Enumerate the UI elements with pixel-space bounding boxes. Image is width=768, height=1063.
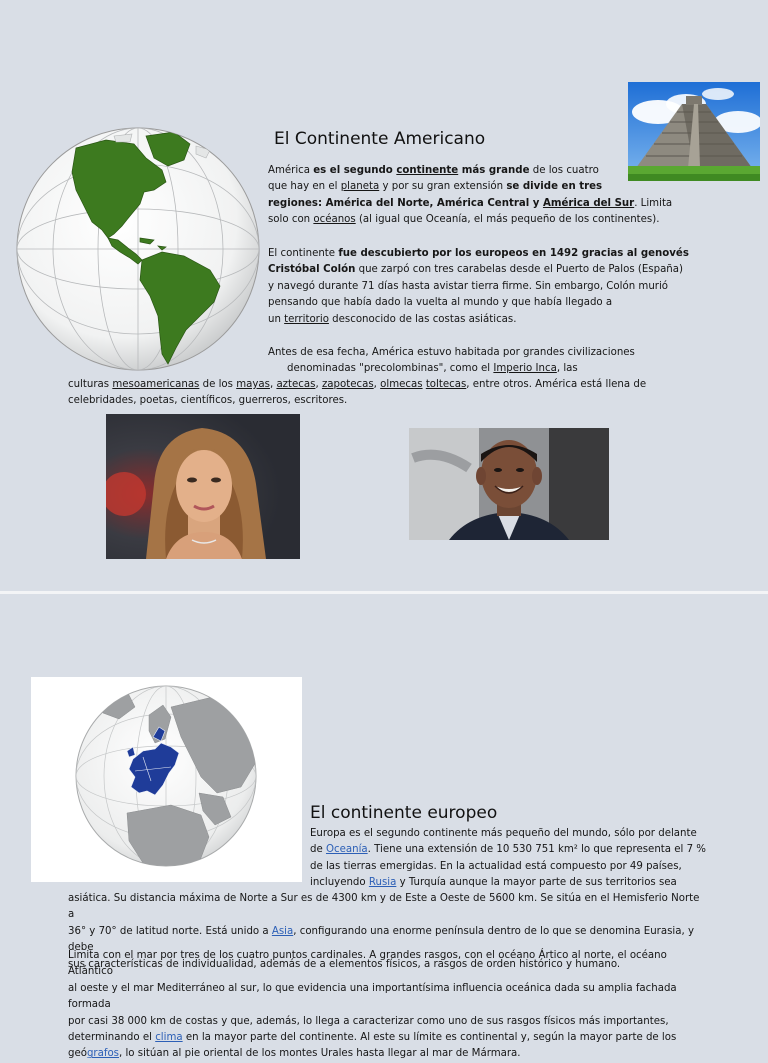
link-asia[interactable]: Asia bbox=[271, 925, 294, 937]
page-2 bbox=[0, 594, 768, 1060]
america-section-title: El Continente Americano bbox=[274, 129, 486, 149]
america-paragraph-3-continued: culturas mesoamericanas de los mayas, aztecas, zapotecas, olmecas toltecas, entre otros. América está llena de celebridades, poetas, científicos, guerreros, escritores. bbox=[68, 379, 647, 407]
europe-globe-image bbox=[31, 677, 302, 882]
america-paragraph-2: El continente fue descubierto por los europeos en 1492 gracias al genovés Cristóbal Colón que zarpó con tres carabelas desde el Puerto de Palos (España) y navegó durante 71 días hasta avistar tierra firme. Sin embargo, Colón murió pensando que había dado la vuelta al mundo y que había llegado a un territorio desconocido de las costas asiáticas. bbox=[268, 248, 689, 325]
celebrity-photo-woman bbox=[106, 414, 300, 559]
europe-section-title: El continente europeo bbox=[310, 803, 498, 823]
europe-paragraph-2: Limita con el mar por tres de los cuatro puntos cardinales. A grandes rasgos, con el océano Ártico al norte, el océano Atlántico al oeste y el mar Mediterráneo al sur, lo que evidencia una importantísima influencia oceánica dada su amplia fachada formada por casi 38 000 km de costas y que, además, lo llega a caracterizar como uno de sus rasgos físicos más importantes, determinando el clima en la mayor parte del continente. Al este su límite es continental y, según la mayor parte de los geógrafos, lo sitúan al pie oriental de los montes Urales hasta llegar al mar de Mármara. bbox=[68, 950, 677, 1060]
celebrity-photo-man bbox=[409, 428, 609, 540]
link-clima[interactable]: clima bbox=[155, 1032, 183, 1044]
americas-globe-image bbox=[14, 126, 262, 372]
america-paragraph-1: América es el segundo continente más grande de los cuatro que hay en el planeta y por su gran extensión se divide en tres regiones: América del Norte, América Central y América del Sur. Limita solo con océanos (al igual que Oceanía, el más pequeño de los continentes). bbox=[268, 165, 673, 226]
america-paragraph-3: Antes de esa fecha, América estuvo habitada por grandes civilizaciones denominadas "precolombinas", como el Imperio Inca, las bbox=[268, 347, 635, 375]
link-oceania[interactable]: Oceanía bbox=[325, 844, 368, 856]
europe-paragraph-1-continued: asiática. Su distancia máxima de Norte a Sur es de 4300 km y de Este a Oeste de 5600 km. Se sitúa en el Hemisferio Norte a 36° y 70° de latitud norte. Está unido a Asia, configurando una enorme península dentro de lo que se denomina Eurasia, y debe sus características de individualidad, además de a elementos físicos, a rasgos de orden histórico y humano. bbox=[68, 893, 700, 970]
link-rusia[interactable]: Rusia bbox=[368, 877, 397, 889]
link-geografos[interactable]: grafos bbox=[86, 1048, 119, 1060]
europe-paragraph-1: Europa es el segundo continente más pequeño del mundo, sólo por delante de Oceanía. Tiene una extensión de 10 530 751 km² lo que representa el 7 % de las tierras emergidas. En la actualidad está compuesto por 49 países, incluyendo Rusia y Turquía aunque la mayor parte de sus territorios sea bbox=[310, 828, 706, 889]
